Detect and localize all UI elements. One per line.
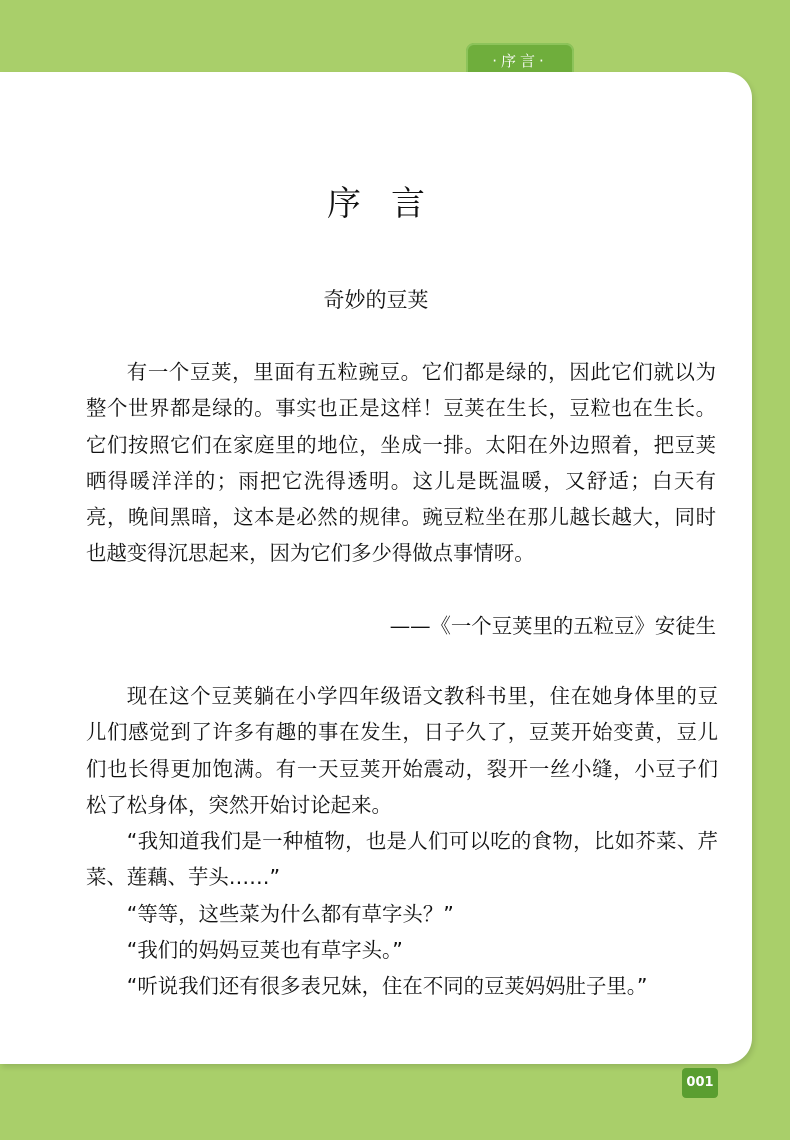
body-paragraph: “我们的妈妈豆荚也有草字头。” xyxy=(126,938,403,963)
body-paragraph: “等等，这些菜为什么都有草字头？” xyxy=(126,901,454,926)
page-subtitle: 奇妙的豆荚 xyxy=(323,288,429,312)
quote-paragraph: 有一个豆荚，里面有五粒豌豆。它们都是绿的，因此它们就以为整个世界都是绿的。事实也正是这样！豆荚在生长，豆粒也在生长。它们按照它们在家庭里的地位，坐成一排。太阳在外边照着，把豆荚晒得暖洋洋的；雨把它洗得透明。这儿是既温暖，又舒适；白天有亮，晚间黑暗，这本是必然的规律。豌豆粒坐在那儿越长越大，同时也越变得沉思起来，因为它们多少得做点事情呀。 xyxy=(86,360,716,566)
page-number: 001 xyxy=(682,1068,718,1098)
body-paragraph: “听说我们还有很多表兄妹，住在不同的豆荚妈妈肚子里。” xyxy=(126,974,648,999)
body-text xyxy=(86,678,718,1005)
quote-attribution: ——《一个豆荚里的五粒豆》安徒生 xyxy=(389,614,716,638)
book-page xyxy=(0,72,752,1064)
body-paragraph: 现在这个豆荚躺在小学四年级语文教科书里，住在她身体里的豆儿们感觉到了许多有趣的事在发生，日子久了，豆荚开始变黄，豆儿们也长得更加饱满。有一天豆荚开始震动，裂开一丝小缝，小豆子们松了松身体，突然开始讨论起来。 xyxy=(86,684,718,817)
section-tab-label: ·序言· xyxy=(492,52,548,70)
body-paragraph: “我知道我们是一种植物，也是人们可以吃的食物，比如芥菜、芹菜、莲藕、芋头……” xyxy=(86,829,718,890)
page-title: 序言 xyxy=(327,184,455,224)
